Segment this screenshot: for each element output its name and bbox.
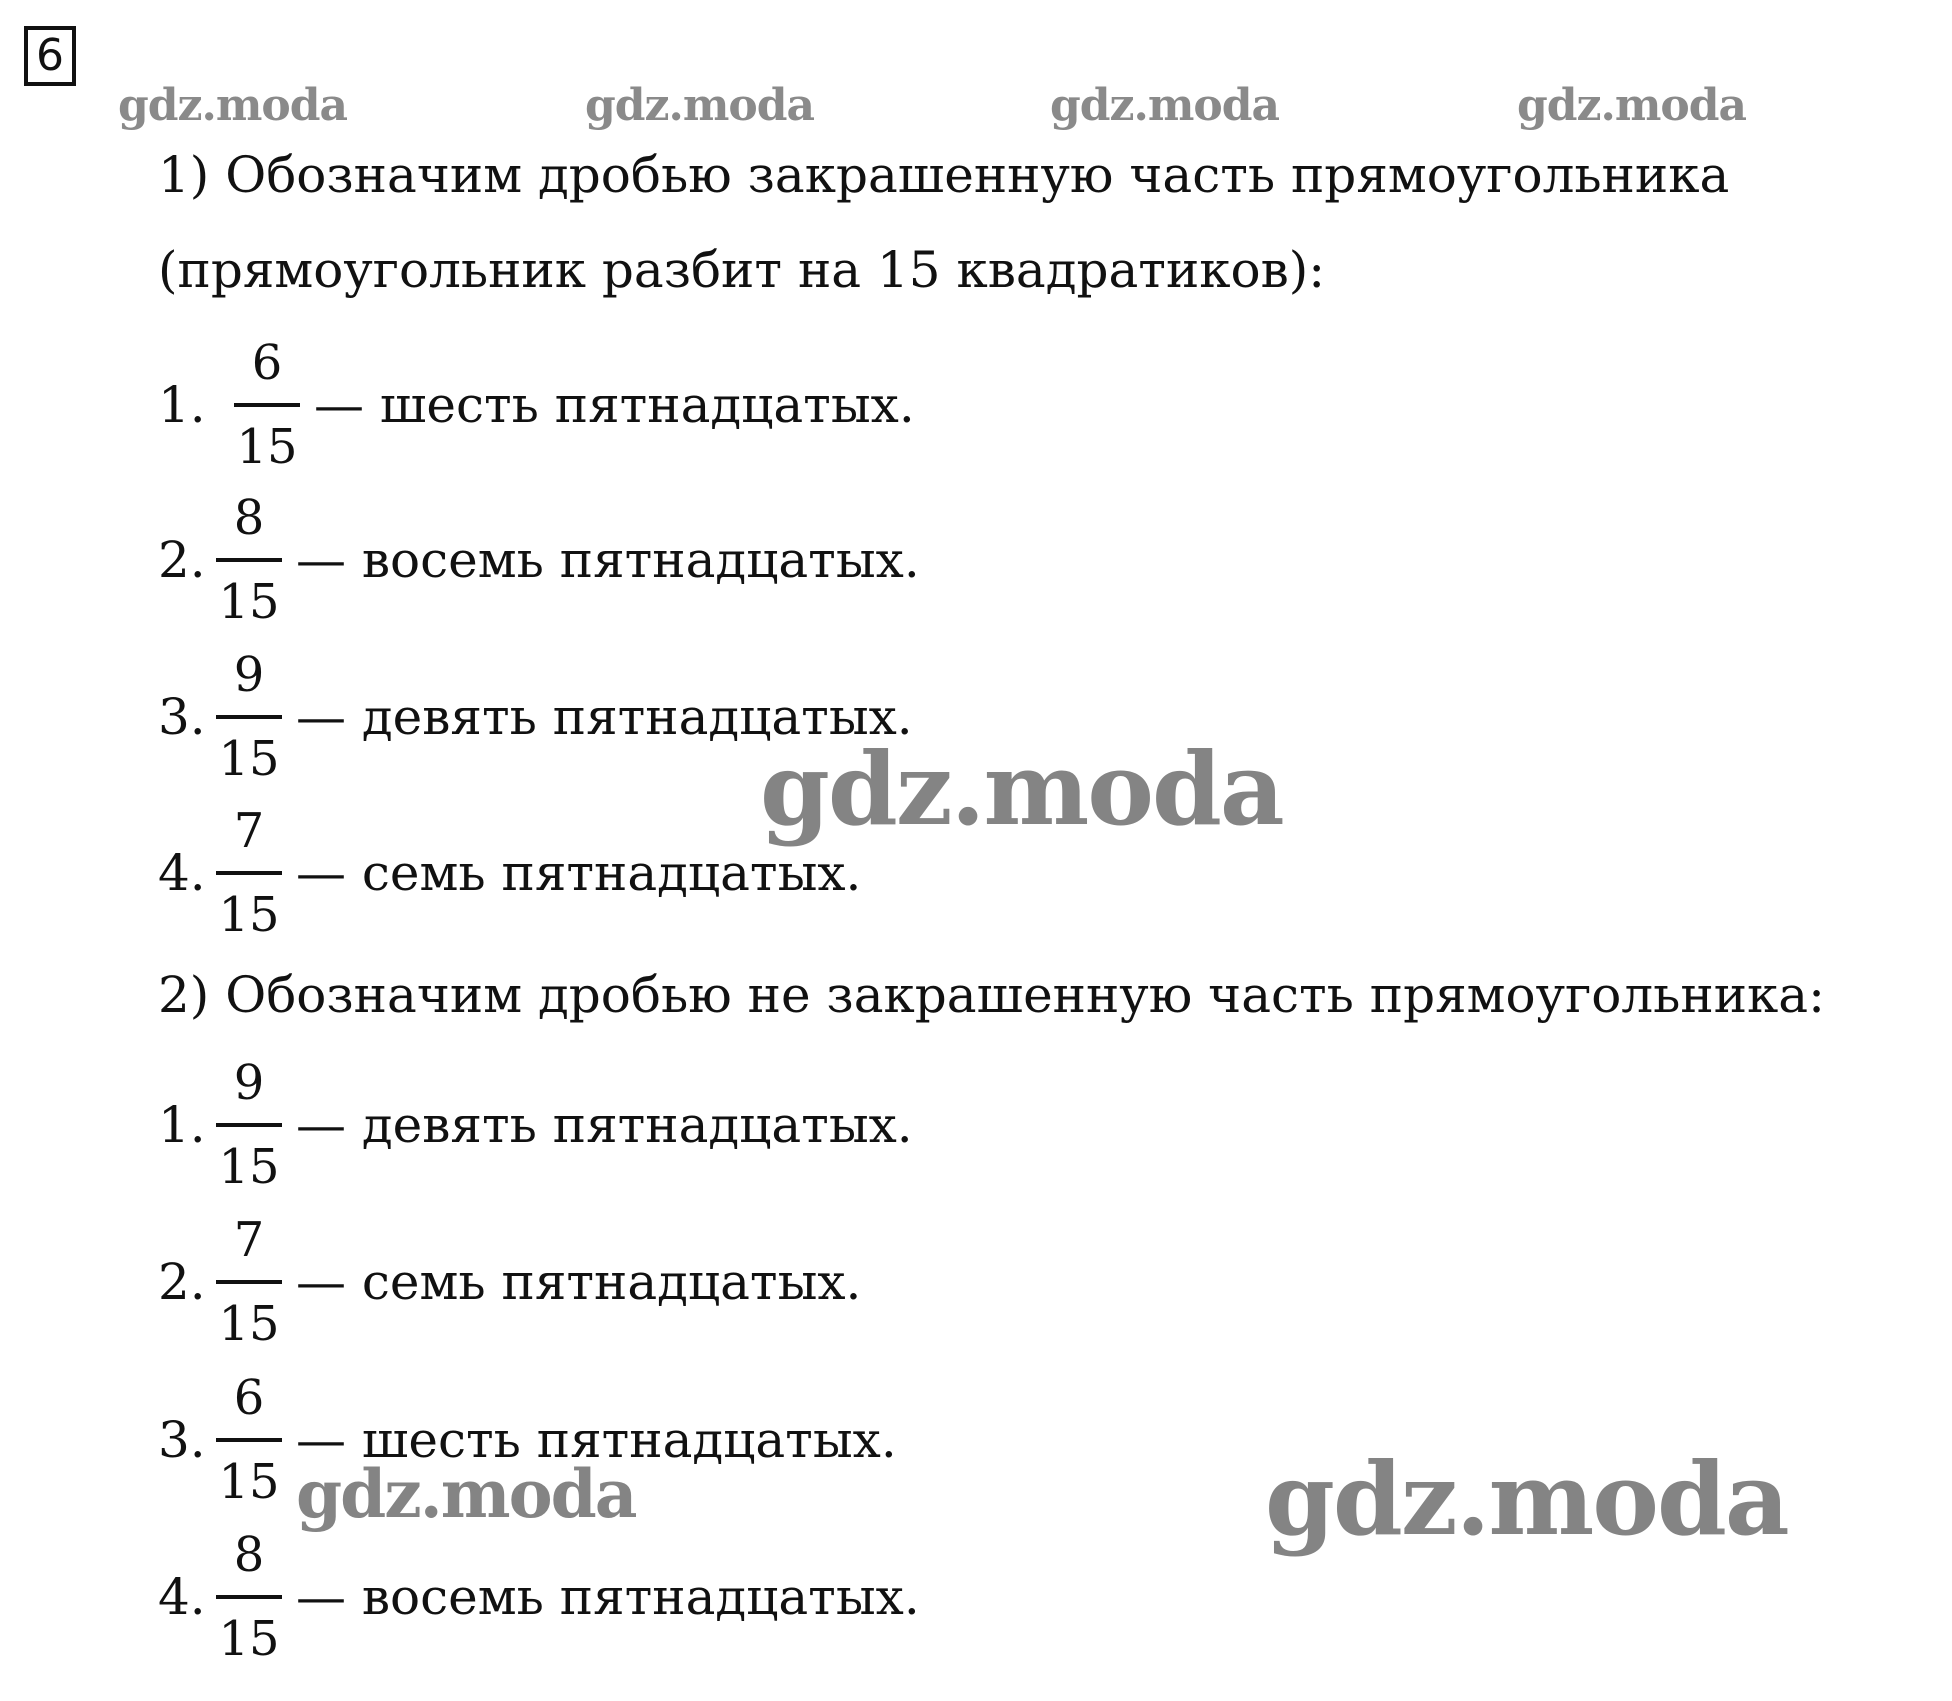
watermark-top-1: gdz.moda bbox=[118, 80, 348, 131]
item-label: 3. bbox=[158, 1411, 206, 1469]
watermark-top-3: gdz.moda bbox=[1050, 80, 1280, 131]
fraction-numerator: 7 bbox=[233, 1212, 265, 1268]
fraction-numerator: 8 bbox=[233, 490, 265, 546]
fraction bbox=[216, 1370, 282, 1510]
part2-item-4 bbox=[158, 1512, 920, 1682]
fraction-bar bbox=[216, 1123, 282, 1127]
watermark-large-center: gdz.moda bbox=[760, 730, 1283, 848]
fraction-numerator: 9 bbox=[233, 1055, 265, 1111]
fraction-denominator: 15 bbox=[236, 419, 298, 475]
item-text: — восемь пятнадцатых. bbox=[296, 1568, 920, 1626]
item-text: — девять пятнадцатых. bbox=[296, 1096, 913, 1154]
fraction-denominator: 15 bbox=[218, 1454, 280, 1510]
fraction-bar bbox=[216, 715, 282, 719]
watermark-medium-bottom-left: gdz.moda bbox=[296, 1455, 636, 1533]
fraction-bar bbox=[216, 1280, 282, 1284]
fraction-bar bbox=[216, 1438, 282, 1442]
item-label: 3. bbox=[158, 688, 206, 746]
fraction bbox=[216, 1527, 282, 1667]
fraction-bar bbox=[216, 871, 282, 875]
watermark-top-2: gdz.moda bbox=[585, 80, 815, 131]
item-label: 2. bbox=[158, 1253, 206, 1311]
item-label: 4. bbox=[158, 1568, 206, 1626]
fraction-denominator: 15 bbox=[218, 887, 280, 943]
fraction-bar bbox=[216, 1595, 282, 1599]
fraction-denominator: 15 bbox=[218, 731, 280, 787]
fraction bbox=[216, 647, 282, 787]
part1-heading-line1: 1) Обозначим дробью закрашенную часть прямоугольника bbox=[158, 146, 1730, 204]
fraction-numerator: 6 bbox=[251, 335, 283, 391]
fraction-denominator: 15 bbox=[218, 1611, 280, 1667]
task-number-box: 6 bbox=[24, 26, 76, 86]
part2-item-2 bbox=[158, 1197, 861, 1367]
watermark-large-bottom-right: gdz.moda bbox=[1265, 1440, 1788, 1558]
fraction bbox=[216, 1212, 282, 1352]
item-label: 1. bbox=[158, 1096, 206, 1154]
part1-heading-line2: (прямоугольник разбит на 15 квадратиков): bbox=[158, 241, 1326, 299]
fraction-numerator: 9 bbox=[233, 647, 265, 703]
item-label: 1. bbox=[158, 376, 206, 434]
part1-item-4 bbox=[158, 788, 861, 958]
part1-item-1 bbox=[158, 320, 915, 490]
fraction bbox=[216, 803, 282, 943]
fraction-bar bbox=[216, 558, 282, 562]
item-label: 2. bbox=[158, 531, 206, 589]
fraction-numerator: 7 bbox=[233, 803, 265, 859]
item-label: 4. bbox=[158, 844, 206, 902]
fraction-numerator: 6 bbox=[233, 1370, 265, 1426]
fraction-bar bbox=[234, 403, 300, 407]
part2-item-1 bbox=[158, 1040, 913, 1210]
item-text: — семь пятнадцатых. bbox=[296, 844, 862, 902]
item-text: — шесть пятнадцатых. bbox=[296, 1411, 897, 1469]
item-text: — семь пятнадцатых. bbox=[296, 1253, 862, 1311]
item-text: — восемь пятнадцатых. bbox=[296, 531, 920, 589]
fraction bbox=[234, 335, 300, 475]
item-text: — шесть пятнадцатых. bbox=[314, 376, 915, 434]
watermark-top-4: gdz.moda bbox=[1517, 80, 1747, 131]
fraction-denominator: 15 bbox=[218, 1296, 280, 1352]
fraction-numerator: 8 bbox=[233, 1527, 265, 1583]
part1-item-2 bbox=[158, 475, 920, 645]
fraction bbox=[216, 490, 282, 630]
fraction bbox=[216, 1055, 282, 1195]
part2-heading: 2) Обозначим дробью не закрашенную часть прямоугольника: bbox=[158, 966, 1825, 1024]
fraction-denominator: 15 bbox=[218, 574, 280, 630]
fraction-denominator: 15 bbox=[218, 1139, 280, 1195]
item-text: — девять пятнадцатых. bbox=[296, 688, 913, 746]
